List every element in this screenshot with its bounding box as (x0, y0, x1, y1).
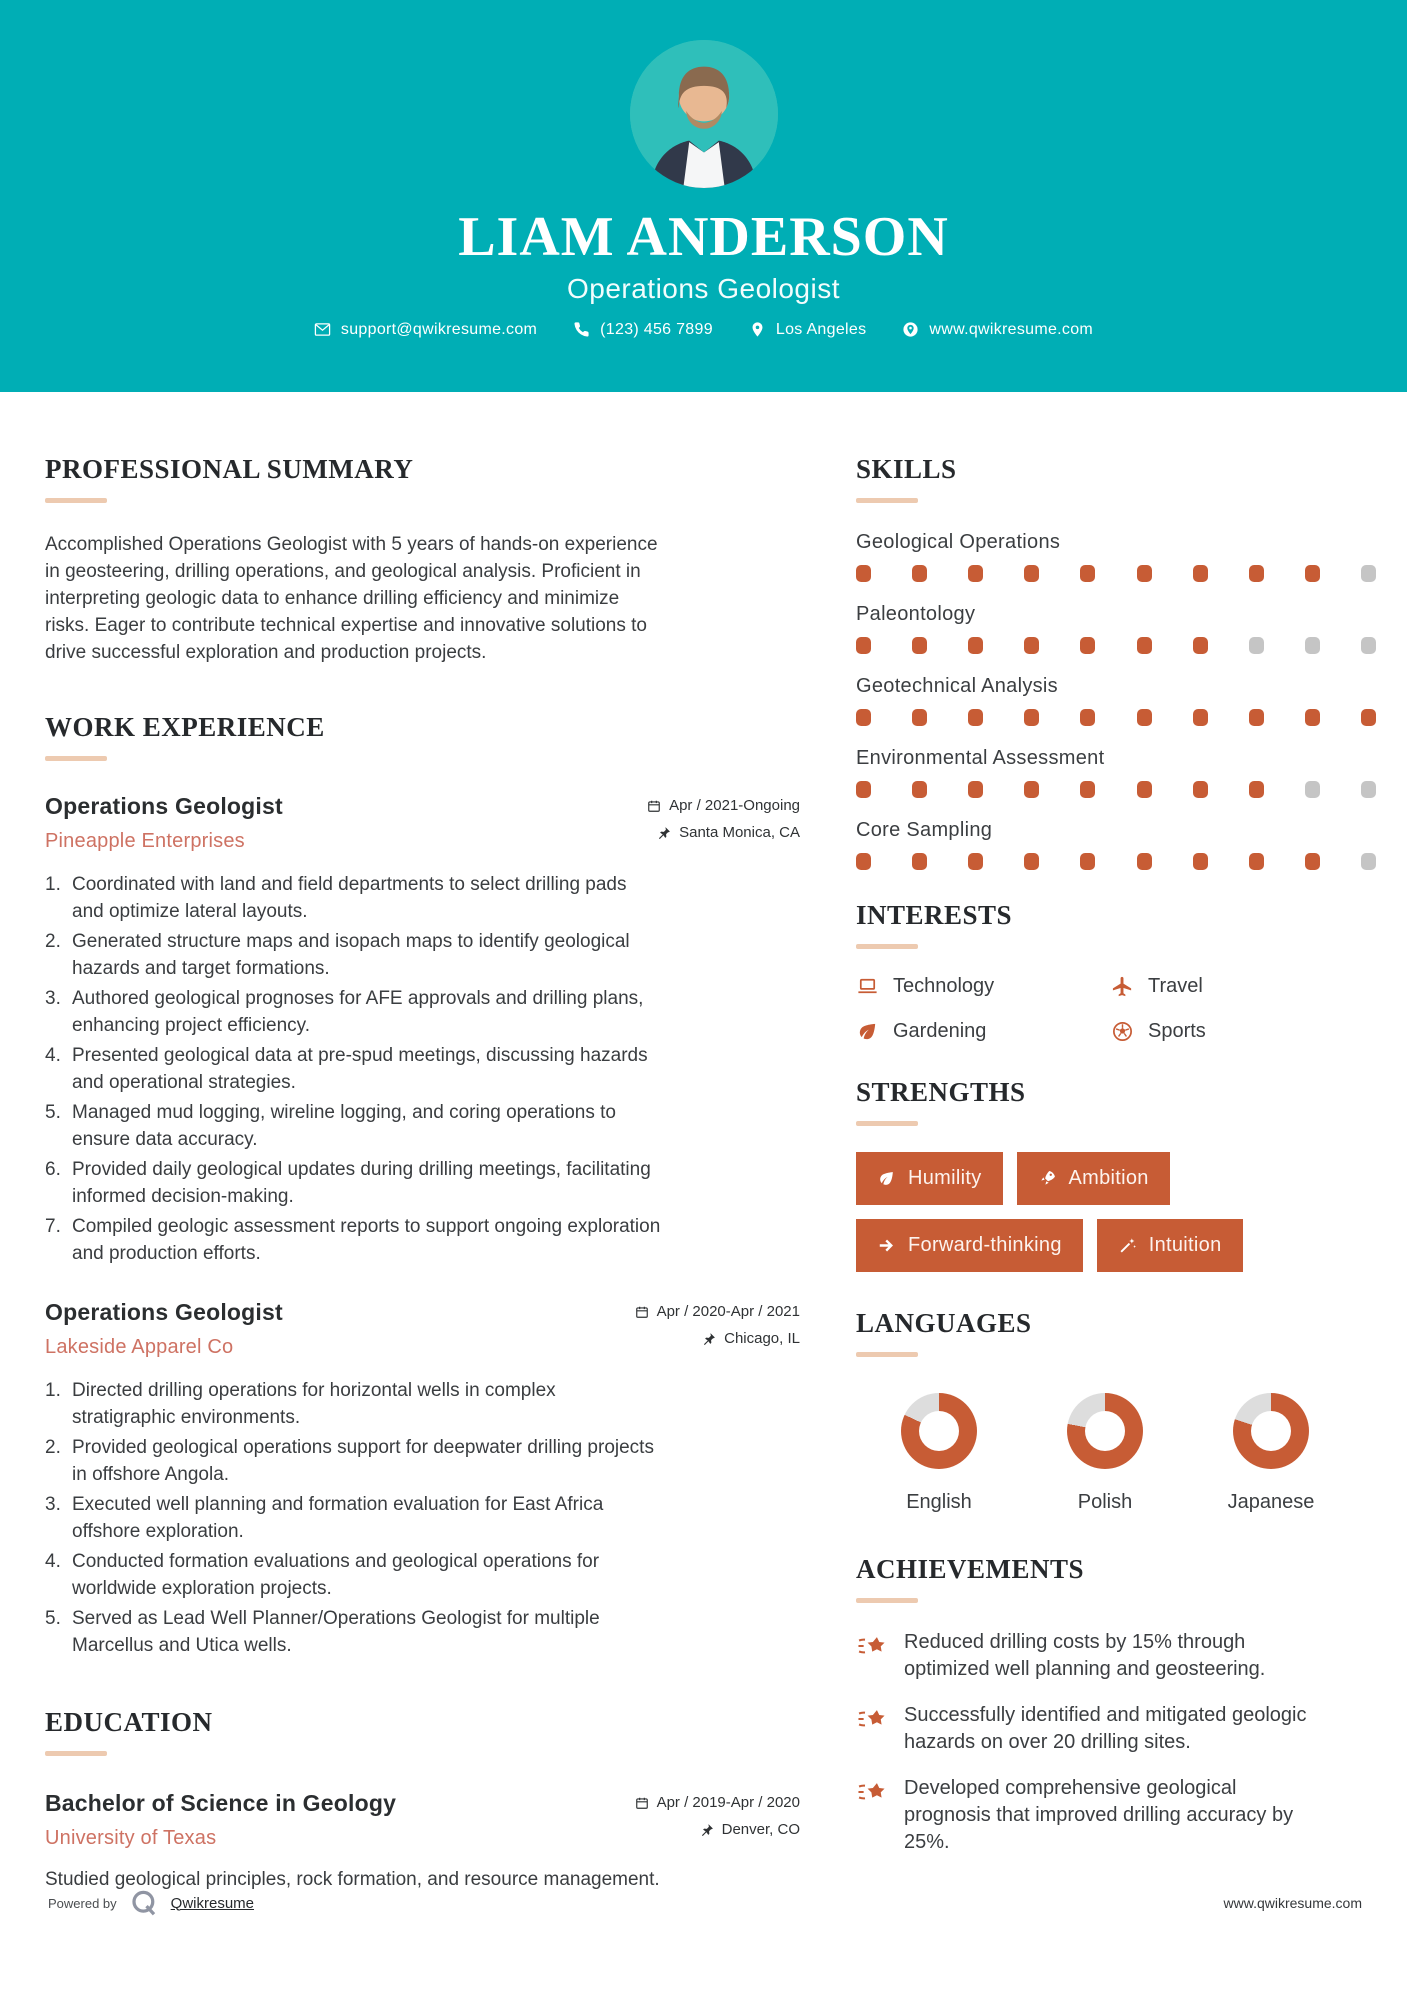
location-pin-icon (749, 321, 766, 338)
rating-dot-filled (856, 565, 871, 582)
job-title-company (45, 1299, 283, 1359)
achievements-list (856, 1629, 1376, 1856)
achievement-text: Successfully identified and mitigated geologic hazards on over 20 drilling sites. (904, 1704, 1307, 1753)
bullet: Managed mud logging, wireline logging, and coring operations to ensure data accuracy. (72, 1102, 616, 1150)
interest-gardening (856, 1020, 1111, 1043)
achievement-text: Developed comprehensive geological prognosis that improved drilling accuracy by 25%. (904, 1777, 1294, 1853)
phone-icon (573, 321, 590, 338)
contact-location-text: Los Angeles (775, 320, 867, 338)
skill-row (856, 531, 1376, 582)
right-column (856, 454, 1376, 1893)
person-name: LIAM ANDERSON (458, 206, 949, 268)
skill-rating-dots (856, 565, 1376, 582)
languages-heading: LANGUAGES (856, 1308, 1032, 1338)
bullet: Conducted formation evaluations and geological operations for worldwide exploration projects. (72, 1551, 600, 1599)
rating-dot-filled (912, 781, 927, 798)
interest-label: Travel (1148, 975, 1203, 997)
rating-dot-filled (1249, 781, 1264, 798)
achievement-item (856, 1775, 1376, 1856)
heading-underline (856, 944, 918, 949)
heading-underline (856, 1352, 918, 1357)
rating-dot-filled (968, 637, 983, 654)
bullet: Presented geological data at pre-spud meetings, discussing hazards and operational strategies. (72, 1045, 648, 1093)
education-heading: EDUCATION (45, 1707, 213, 1737)
strength-humility (856, 1152, 1003, 1205)
language-label: Polish (1077, 1491, 1133, 1513)
achievements-section (856, 1554, 1376, 1856)
rating-dot-filled (968, 853, 983, 870)
rating-dot-empty (1249, 637, 1264, 654)
job-location (702, 1330, 800, 1347)
rating-dot-filled (1024, 565, 1039, 582)
strength-label: Forward-thinking (908, 1234, 1062, 1256)
language-japanese (1188, 1393, 1354, 1514)
strength-forward-thinking (856, 1219, 1083, 1272)
achievement-item (856, 1702, 1376, 1756)
language-donut-chart (901, 1393, 977, 1469)
strength-label: Humility (908, 1167, 982, 1189)
qwikresume-link[interactable]: Qwikresume (170, 1894, 255, 1912)
school-name: University of Texas (45, 1827, 217, 1849)
education-dates-text: Apr / 2019-Apr / 2020 (656, 1794, 800, 1811)
degree-title: Bachelor of Science in Geology (45, 1790, 397, 1816)
bullet: Compiled geologic assessment reports to support ongoing exploration and production efforts. (72, 1216, 661, 1264)
pushpin-icon (702, 1332, 716, 1346)
rating-dot-filled (1080, 781, 1095, 798)
strengths-list (856, 1152, 1336, 1272)
bullet: Served as Lead Well Planner/Operations Geologist for multiple Marcellus and Utica wells. (72, 1608, 600, 1656)
degree-school (45, 1790, 396, 1850)
skills-section (856, 454, 1376, 870)
interest-sports (1111, 1020, 1376, 1043)
left-column (45, 454, 800, 1893)
rating-dot-empty (1305, 637, 1320, 654)
education-section (45, 1707, 800, 1893)
summary-text: Accomplished Operations Geologist with 5 years of hands-on experience in geosteering, drilling operations, and geological analysis. Proficient in interpreting geologic data to enhance drilling efficiency and minimize risks. Eager to contribute technical expertise and innovative solutions to drive successful exploration and production projects. (45, 534, 658, 663)
strengths-section (856, 1077, 1376, 1272)
rating-dot-filled (1249, 853, 1264, 870)
skill-row (856, 747, 1376, 798)
language-english (856, 1393, 1022, 1514)
rating-dot-filled (856, 637, 871, 654)
job-meta (635, 1299, 800, 1347)
laptop-icon (856, 975, 879, 998)
strength-label: Intuition (1148, 1234, 1222, 1256)
plane-icon (1111, 975, 1134, 998)
rating-dot-empty (1361, 565, 1376, 582)
rating-dot-filled (1193, 709, 1208, 726)
skill-row (856, 603, 1376, 654)
job-title: Operations Geologist (45, 1299, 283, 1325)
rating-dot-filled (1305, 709, 1320, 726)
job-header (45, 793, 800, 853)
job-title: Operations Geologist (45, 793, 283, 819)
rating-dot-empty (1305, 781, 1320, 798)
rating-dot-filled (856, 781, 871, 798)
bullet: Provided geological operations support for deepwater drilling projects in offshore Angola. (72, 1437, 654, 1485)
achievement-item (856, 1629, 1376, 1683)
email-icon (314, 321, 331, 338)
contact-email[interactable] (314, 321, 537, 339)
language-polish (1022, 1393, 1188, 1514)
skill-rating-dots (856, 637, 1376, 654)
rating-dot-filled (912, 853, 927, 870)
soccer-ball-icon (1111, 1020, 1134, 1043)
interest-technology (856, 975, 1111, 998)
job-entry-2 (45, 1299, 800, 1659)
shooting-star-icon (856, 1777, 888, 1807)
rating-dot-filled (1080, 853, 1095, 870)
job-location-text: Chicago, IL (724, 1330, 800, 1347)
globe-pin-icon (902, 321, 919, 338)
rating-dot-filled (1024, 637, 1039, 654)
company-name: Pineapple Enterprises (45, 830, 245, 852)
heading-underline (856, 1121, 918, 1126)
calendar-icon (635, 1305, 649, 1319)
rating-dot-filled (1024, 781, 1039, 798)
person-title: Operations Geologist (566, 272, 841, 304)
rating-dot-empty (1361, 637, 1376, 654)
calendar-icon (635, 1796, 649, 1810)
work-heading: WORK EXPERIENCE (45, 712, 325, 742)
rating-dot-filled (1080, 709, 1095, 726)
skills-list (856, 531, 1376, 870)
rating-dot-filled (1137, 853, 1152, 870)
shooting-star-icon (856, 1704, 888, 1734)
job-location-text: Santa Monica, CA (679, 824, 800, 841)
rating-dot-filled (1249, 709, 1264, 726)
job-entry-1 (45, 793, 800, 1267)
contact-location (749, 321, 866, 339)
rating-dot-filled (1137, 709, 1152, 726)
skill-row (856, 675, 1376, 726)
rating-dot-filled (912, 637, 927, 654)
languages-section (856, 1308, 1376, 1514)
work-experience-section (45, 712, 800, 1659)
rating-dot-filled (912, 565, 927, 582)
bullet: Coordinated with land and field departments to select drilling pads and optimize lateral layouts. (72, 874, 627, 922)
contact-website-text: www.qwikresume.com (929, 320, 1094, 338)
interests-heading: INTERESTS (856, 900, 1013, 930)
rating-dot-empty (1361, 781, 1376, 798)
education-meta (635, 1790, 800, 1838)
job-dates-text: Apr / 2020-Apr / 2021 (656, 1303, 800, 1320)
profile-photo (630, 40, 778, 188)
pushpin-icon (657, 826, 671, 840)
pushpin-icon (700, 1823, 714, 1837)
education-dates (635, 1794, 800, 1811)
strength-label: Ambition (1068, 1167, 1149, 1189)
interests-grid (856, 975, 1376, 1043)
interest-label: Sports (1148, 1020, 1206, 1042)
rating-dot-filled (1193, 853, 1208, 870)
skill-rating-dots (856, 853, 1376, 870)
rating-dot-filled (1080, 637, 1095, 654)
job-title-company (45, 793, 283, 853)
skill-name: Environmental Assessment (856, 747, 1105, 769)
job-bullet-list (45, 871, 663, 1267)
education-entry (45, 1790, 800, 1893)
strength-ambition (1017, 1152, 1170, 1205)
header-banner (0, 0, 1407, 392)
rating-dot-filled (1137, 565, 1152, 582)
rocket-icon (1038, 1169, 1057, 1188)
heading-underline (45, 1751, 107, 1756)
footer-branding (48, 1888, 254, 1918)
bullet: Authored geological prognoses for AFE approvals and drilling plans, enhancing project efficiency. (72, 988, 644, 1036)
shooting-star-icon (856, 1631, 888, 1661)
education-description: Studied geological principles, rock formation, and resource management. (45, 1869, 660, 1890)
rating-dot-filled (1193, 781, 1208, 798)
job-location (657, 824, 800, 841)
rating-dot-filled (968, 709, 983, 726)
rating-dot-filled (1024, 709, 1039, 726)
rating-dot-filled (1249, 565, 1264, 582)
achievements-heading: ACHIEVEMENTS (856, 1554, 1085, 1584)
skills-heading: SKILLS (856, 454, 957, 484)
heading-underline (45, 756, 107, 761)
skill-name: Geological Operations (856, 531, 1061, 553)
leaf-icon (856, 1020, 879, 1043)
calendar-icon (647, 799, 661, 813)
job-dates (647, 797, 800, 814)
skill-row (856, 819, 1376, 870)
job-bullet-list (45, 1377, 663, 1659)
bullet: Directed drilling operations for horizontal wells in complex stratigraphic environments. (72, 1380, 556, 1428)
wand-icon (1118, 1236, 1137, 1255)
rating-dot-filled (912, 709, 927, 726)
language-label: Japanese (1227, 1491, 1315, 1513)
contact-email-text: support@qwikresume.com (340, 320, 538, 338)
summary-heading: PROFESSIONAL SUMMARY (45, 454, 414, 484)
interests-section (856, 900, 1376, 1043)
achievement-text: Reduced drilling costs by 15% through optimized well planning and geosteering. (904, 1631, 1266, 1680)
languages-row (856, 1393, 1376, 1514)
contact-website[interactable] (902, 321, 1093, 339)
rating-dot-filled (1024, 853, 1039, 870)
contact-phone[interactable] (573, 321, 713, 339)
professional-summary-section (45, 454, 800, 666)
skill-name: Paleontology (856, 603, 976, 625)
interest-travel (1111, 975, 1376, 998)
skill-name: Core Sampling (856, 819, 993, 841)
contact-row (314, 321, 1093, 339)
qwikresume-logo-icon (129, 1888, 159, 1918)
heading-underline (856, 498, 918, 503)
rating-dot-filled (968, 565, 983, 582)
job-header (45, 1299, 800, 1359)
interest-label: Gardening (893, 1020, 987, 1042)
job-dates (635, 1303, 800, 1320)
heading-underline (45, 498, 107, 503)
skill-name: Geotechnical Analysis (856, 675, 1058, 697)
bullet: Executed well planning and formation evaluation for East Africa offshore exploration. (72, 1494, 604, 1542)
footer-website: www.qwikresume.com (1223, 1895, 1362, 1911)
company-name: Lakeside Apparel Co (45, 1336, 234, 1358)
rating-dot-filled (1361, 709, 1376, 726)
rating-dot-filled (968, 781, 983, 798)
heading-underline (856, 1598, 918, 1603)
education-location (700, 1821, 800, 1838)
rating-dot-filled (1305, 853, 1320, 870)
rating-dot-filled (1137, 781, 1152, 798)
rating-dot-filled (1193, 637, 1208, 654)
skill-rating-dots (856, 709, 1376, 726)
rating-dot-filled (1080, 565, 1095, 582)
job-meta (647, 793, 800, 841)
interest-label: Technology (893, 975, 995, 997)
rating-dot-filled (856, 709, 871, 726)
strengths-heading: STRENGTHS (856, 1077, 1026, 1107)
footer (48, 1888, 1362, 1918)
strength-intuition (1097, 1219, 1243, 1272)
education-header (45, 1790, 800, 1850)
language-donut-chart (1233, 1393, 1309, 1469)
education-location-text: Denver, CO (721, 1821, 800, 1838)
arrow-right-icon (877, 1236, 896, 1255)
resume-body (0, 392, 1407, 1893)
avatar-illustration (630, 40, 778, 188)
rating-dot-filled (1305, 565, 1320, 582)
job-dates-text: Apr / 2021-Ongoing (669, 797, 800, 814)
skill-rating-dots (856, 781, 1376, 798)
rating-dot-filled (1193, 565, 1208, 582)
language-donut-chart (1067, 1393, 1143, 1469)
rating-dot-filled (856, 853, 871, 870)
leaf-icon (877, 1169, 896, 1188)
contact-phone-text: (123) 456 7899 (600, 320, 713, 338)
rating-dot-filled (1137, 637, 1152, 654)
language-label: English (906, 1491, 972, 1513)
rating-dot-empty (1361, 853, 1376, 870)
powered-by-text: Powered by (48, 1895, 117, 1911)
bullet: Generated structure maps and isopach maps to identify geological hazards and target formations. (72, 931, 630, 979)
bullet: Provided daily geological updates during drilling meetings, facilitating informed decision-making. (72, 1159, 651, 1207)
